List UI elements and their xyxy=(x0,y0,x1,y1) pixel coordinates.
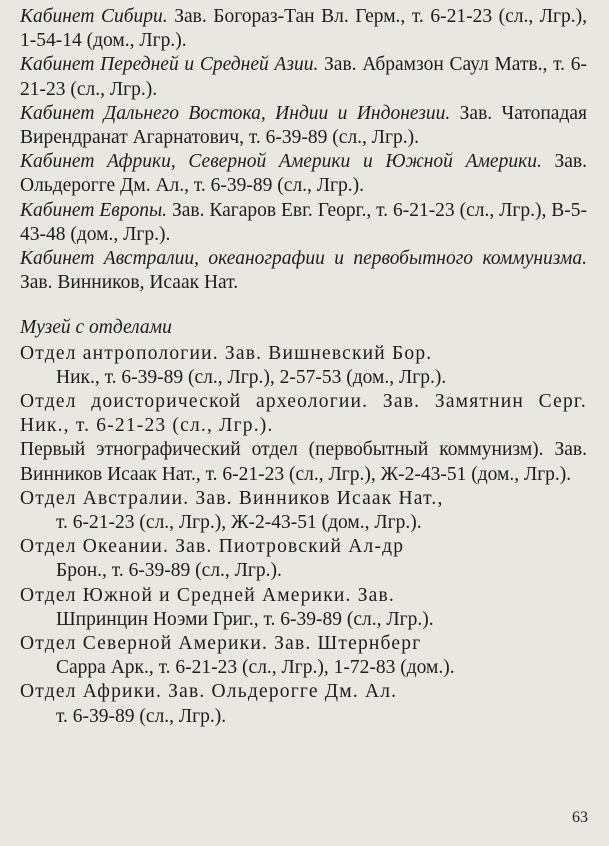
department-entry xyxy=(20,342,587,390)
cabinet-entry xyxy=(20,102,587,150)
museum-heading: Музей с отделами xyxy=(20,317,172,339)
department-entry xyxy=(20,438,587,486)
department-entry xyxy=(20,487,587,535)
department-line: Отдел Океании. Зав. Пиотровский Ал-др xyxy=(20,536,405,558)
department-line-continued: Сарра Арк., т. 6-21-23 (сл., Лгр.), 1-72-83 (дом.). xyxy=(56,657,455,679)
cabinet-text: Зав. Ольдерогге Дм. Ал., т. 6-39-89 (сл., Лгр.). xyxy=(20,151,588,197)
department-line: Отдел Северной Америки. Зав. Штернберг xyxy=(20,633,422,655)
department-line: Первый этнографический отдел (первобытный коммунизм). Зав. Винников Исаак Нат., т. 6-21-23 (сл., Лгр.), Ж-2-43-51 (дом., Лгр.). xyxy=(20,439,587,485)
department-entry xyxy=(20,632,587,680)
cabinet-name: Кабинет Передней и Средней Азии. xyxy=(20,54,319,76)
cabinet-name: Кабинет Дальнего Востока, Индии и Индонезии. xyxy=(20,102,451,124)
department-line-continued: Ник., т. 6-39-89 (сл., Лгр.), 2-57-53 (дом., Лгр.). xyxy=(56,366,447,388)
cabinet-text: Зав. Богораз-Тан Вл. Герм., т. 6-21-23 (сл., Лгр.), 1-54-14 (дом., Лгр.). xyxy=(20,6,588,52)
cabinet-entry xyxy=(20,199,587,247)
department-entry xyxy=(20,390,587,438)
cabinet-name: Кабинет Африки, Северной Америки и Южной Америки. xyxy=(20,151,542,173)
department-line: Отдел Австралии. Зав. Винников Исаак Нат., xyxy=(20,487,444,509)
page-number: 63 xyxy=(572,808,588,826)
department-line: Отдел Южной и Средней Америки. Зав. xyxy=(20,584,395,606)
department-line-continued: т. 6-21-23 (сл., Лгр.), Ж-2-43-51 (дом., Лгр.). xyxy=(56,512,422,534)
department-line: Отдел антропологии. Зав. Вишневский Бор. xyxy=(20,342,433,364)
department-line-continued: Шпринцин Ноэми Григ., т. 6-39-89 (сл., Лгр.). xyxy=(56,608,434,630)
cabinet-text: Зав. Винников, Исаак Нат. xyxy=(20,272,239,294)
cabinet-text: Зав. Кагаров Евг. Георг., т. 6-21-23 (сл., Лгр.), В-5-43-48 (дом., Лгр.). xyxy=(20,199,587,245)
cabinet-entry xyxy=(20,247,587,295)
department-line-continued: т. 6-39-89 (сл., Лгр.). xyxy=(56,705,227,727)
department-line-continued: Брон., т. 6-39-89 (сл., Лгр.). xyxy=(56,560,282,582)
cabinet-entry xyxy=(20,5,587,53)
department-line: Отдел Африки. Зав. Ольдерогге Дм. Ал. xyxy=(20,681,398,703)
cabinet-entry xyxy=(20,150,587,198)
department-entry xyxy=(20,680,587,728)
cabinet-name: Кабинет Европы. xyxy=(20,199,168,221)
department-entry xyxy=(20,535,587,583)
departments-list xyxy=(20,342,587,729)
cabinets-list xyxy=(20,5,587,295)
cabinet-text: Зав. Чатопадая Вирендранат Агарнатович, т. 6-39-89 (сл., Лгр.). xyxy=(20,102,588,149)
cabinet-name: Кабинет Сибири. xyxy=(20,6,168,27)
department-line: Отдел доисторической археологии. Зав. Замятнин Серг. Ник., т. 6-21-23 (сл., Лгр.). xyxy=(20,391,587,437)
department-entry xyxy=(20,584,587,632)
cabinet-entry xyxy=(20,53,587,101)
cabinet-text: Зав. Абрамзон Саул Матв., т. 6-21-23 (сл., Лгр.). xyxy=(20,54,587,100)
cabinet-name: Кабинет Австралии, океанографии и первобытного коммунизма. xyxy=(20,248,587,270)
